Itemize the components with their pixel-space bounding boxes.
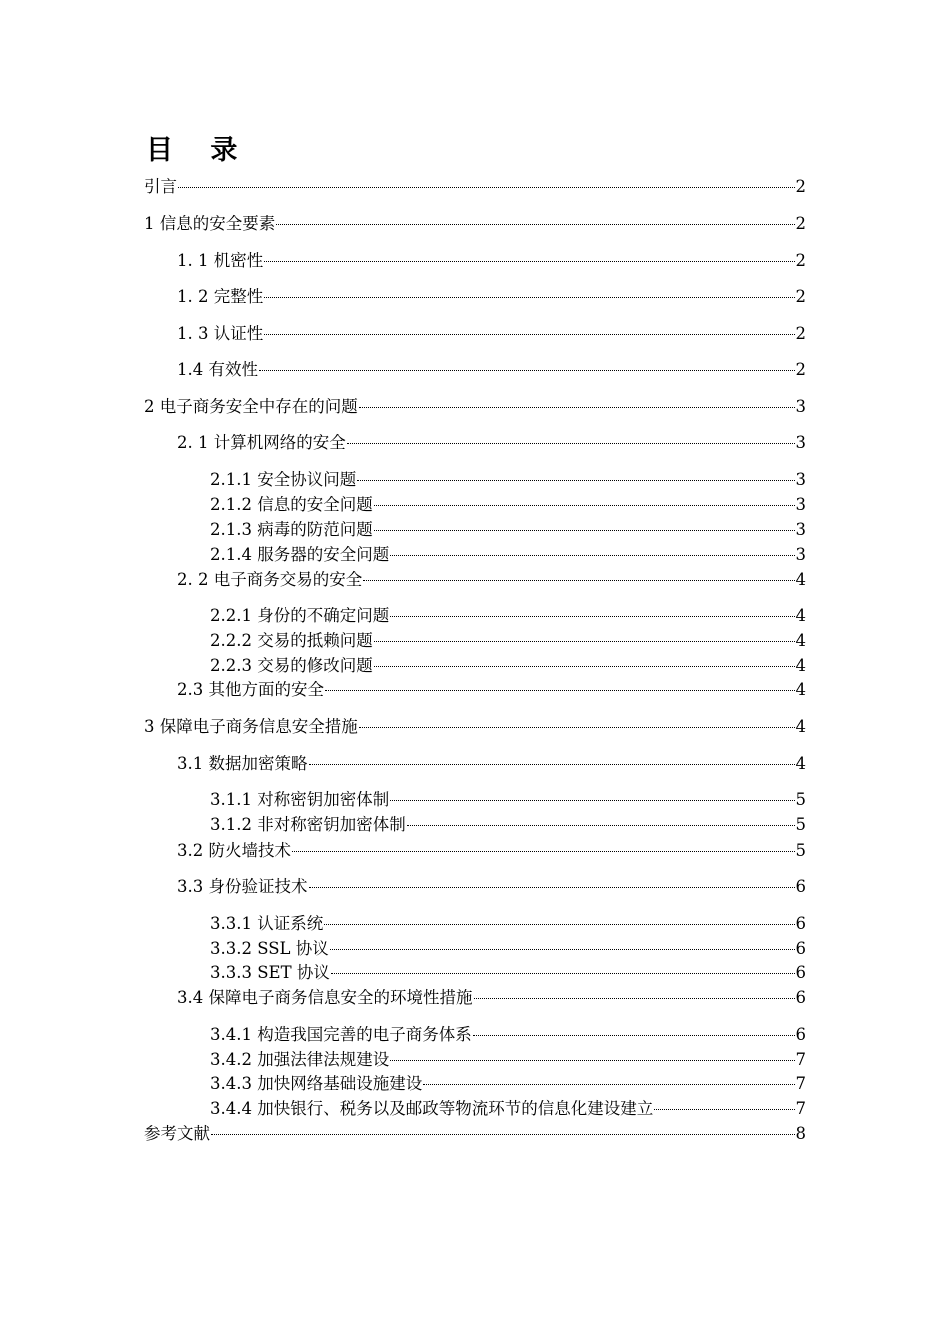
toc-leader (374, 530, 795, 531)
toc-entry-label: 1. 3 认证性 (177, 324, 264, 343)
toc-entry-page: 7 (795, 1050, 806, 1069)
toc-entry-page: 2 (795, 360, 806, 379)
toc-entry-references[interactable] (144, 1123, 806, 1145)
toc-entry-page: 6 (795, 939, 806, 958)
toc-entry-label: 2 电子商务安全中存在的问题 (144, 397, 358, 416)
toc-entry-1-2[interactable] (177, 286, 806, 308)
toc-entry-page: 3 (795, 495, 806, 514)
toc-entry-label: 2. 1 计算机网络的安全 (177, 433, 346, 452)
toc-leader (259, 370, 795, 371)
toc-entry-1-3[interactable] (177, 323, 806, 345)
toc-entry-label: 1. 2 完整性 (177, 287, 264, 306)
toc-entry-3-1-2[interactable] (210, 814, 806, 836)
toc-leader (374, 641, 795, 642)
toc-entry-label: 2.2.2 交易的抵赖问题 (210, 631, 373, 650)
toc-entry-3-1[interactable] (177, 753, 806, 775)
toc-leader (359, 407, 795, 408)
toc-leader (390, 1060, 794, 1061)
toc-entry-label: 参考文献 (144, 1124, 210, 1143)
toc-entry-label: 3.4.3 加快网络基础设施建设 (210, 1074, 423, 1093)
toc-entry-page: 2 (795, 324, 806, 343)
toc-entry-3-1-1[interactable] (210, 789, 806, 811)
toc-entry-2-2-3[interactable] (210, 655, 806, 677)
toc-entry-2-1-1[interactable] (210, 469, 806, 491)
toc-entry-label: 3.3.3 SET 协议 (210, 963, 330, 982)
toc-entry-3-4-3[interactable] (210, 1073, 806, 1095)
toc-entry-2-1-4[interactable] (210, 544, 806, 566)
toc-entry-label: 3.3.1 认证系统 (210, 914, 324, 933)
toc-leader (390, 800, 794, 801)
toc-entry-page: 2 (795, 251, 806, 270)
toc-leader (474, 998, 795, 999)
toc-leader (264, 297, 794, 298)
toc-entry-1-1[interactable] (177, 250, 806, 272)
toc-entry-page: 3 (795, 545, 806, 564)
toc-entry-page: 4 (795, 570, 806, 589)
toc-entry-page: 6 (795, 1025, 806, 1044)
toc-leader (292, 851, 795, 852)
toc-entry-1-4[interactable] (177, 359, 806, 381)
toc-leader (374, 505, 795, 506)
toc-entry-page: 3 (795, 433, 806, 452)
toc-entry-label: 1. 1 机密性 (177, 251, 264, 270)
toc-leader (211, 1134, 795, 1135)
toc-entry-label: 2.1.2 信息的安全问题 (210, 495, 373, 514)
toc-leader (276, 224, 794, 225)
toc-entry-2-1-2[interactable] (210, 494, 806, 516)
toc-leader (331, 973, 795, 974)
toc-leader (178, 187, 795, 188)
toc-title: 目 录 (146, 135, 252, 166)
toc-entry-3[interactable] (144, 716, 806, 738)
toc-entry-label: 2.1.1 安全协议问题 (210, 470, 357, 489)
toc-entry-label: 3.1.2 非对称密钥加密体制 (210, 815, 406, 834)
toc-entry-2-3[interactable] (177, 679, 806, 701)
toc-leader (363, 580, 794, 581)
toc-leader (309, 764, 795, 765)
toc-entry-page: 4 (795, 656, 806, 675)
toc-entry-label: 1.4 有效性 (177, 360, 258, 379)
toc-entry-page: 8 (795, 1124, 806, 1143)
toc-leader (309, 887, 795, 888)
toc-entry-page: 2 (795, 214, 806, 233)
toc-leader (347, 443, 795, 444)
toc-entry-page: 4 (795, 680, 806, 699)
toc-entry-label: 3.4 保障电子商务信息安全的环境性措施 (177, 988, 473, 1007)
toc-entry-page: 3 (795, 520, 806, 539)
toc-entry-label: 3.4.2 加强法律法规建设 (210, 1050, 390, 1069)
toc-leader (407, 825, 795, 826)
toc-entry-1[interactable] (144, 213, 806, 235)
toc-leader (390, 616, 794, 617)
toc-entry-2-1[interactable] (177, 432, 806, 454)
toc-entry-label: 1 信息的安全要素 (144, 214, 276, 233)
toc-entry-3-3-1[interactable] (210, 913, 806, 935)
toc-entry-label: 3 保障电子商务信息安全措施 (144, 717, 358, 736)
toc-leader (264, 334, 794, 335)
toc-entry-label: 3.4.4 加快银行、税务以及邮政等物流环节的信息化建设建立 (210, 1099, 654, 1118)
toc-entry-3-4-1[interactable] (210, 1024, 806, 1046)
toc-leader (330, 949, 795, 950)
toc-entry-label: 2.2.3 交易的修改问题 (210, 656, 373, 675)
toc-leader (423, 1084, 794, 1085)
toc-leader (325, 690, 795, 691)
toc-entry-page: 2 (795, 177, 806, 196)
toc-entry-label: 3.3 身份验证技术 (177, 877, 308, 896)
toc-entry-label: 2.2.1 身份的不确定问题 (210, 606, 390, 625)
toc-entry-page: 6 (795, 914, 806, 933)
toc-entry-2-2[interactable] (177, 569, 806, 591)
toc-entry-page: 2 (795, 287, 806, 306)
toc-entry-label: 3.2 防火墙技术 (177, 841, 291, 860)
toc-entry-2-2-2[interactable] (210, 630, 806, 652)
toc-entry-2-2-1[interactable] (210, 605, 806, 627)
toc-entry-page: 5 (795, 815, 806, 834)
toc-entry-page: 3 (795, 397, 806, 416)
toc-leader (390, 555, 794, 556)
toc-entry-3-4[interactable] (177, 987, 806, 1009)
toc-entry-label: 3.4.1 构造我国完善的电子商务体系 (210, 1025, 472, 1044)
toc-entry-label: 3.1.1 对称密钥加密体制 (210, 790, 390, 809)
toc-leader (654, 1109, 794, 1110)
toc-entry-page: 6 (795, 877, 806, 896)
toc-entry-page: 7 (795, 1099, 806, 1118)
toc-entry-3-3-3[interactable] (210, 962, 806, 984)
toc-entry-page: 6 (795, 988, 806, 1007)
toc-entry-page: 4 (795, 717, 806, 736)
toc-entry-label: 3.1 数据加密策略 (177, 754, 308, 773)
toc-entry-3-3[interactable] (177, 876, 806, 898)
toc-leader (374, 666, 795, 667)
toc-entry-3-3-2[interactable] (210, 938, 806, 960)
toc-entry-label: 3.3.2 SSL 协议 (210, 939, 329, 958)
toc-entry-page: 5 (795, 790, 806, 809)
toc-entry-label: 2.1.3 病毒的防范问题 (210, 520, 373, 539)
toc-entry-2-1-3[interactable] (210, 519, 806, 541)
toc-entry-3-4-4[interactable] (210, 1098, 806, 1120)
toc-entry-label: 2.3 其他方面的安全 (177, 680, 324, 699)
toc-entry-page: 4 (795, 631, 806, 650)
toc-entry-label: 引言 (144, 177, 177, 196)
toc-leader (473, 1035, 795, 1036)
toc-entry-page: 4 (795, 606, 806, 625)
toc-entry-3-2[interactable] (177, 840, 806, 862)
toc-entry-intro[interactable] (144, 176, 806, 198)
toc-entry-label: 2.1.4 服务器的安全问题 (210, 545, 390, 564)
toc-leader (264, 261, 794, 262)
toc-entry-3-4-2[interactable] (210, 1049, 806, 1071)
toc-entry-page: 6 (795, 963, 806, 982)
toc-entry-label: 2. 2 电子商务交易的安全 (177, 570, 363, 589)
toc-leader (357, 480, 794, 481)
toc-entry-page: 7 (795, 1074, 806, 1093)
toc-entry-2[interactable] (144, 396, 806, 418)
toc-entry-page: 4 (795, 754, 806, 773)
toc-leader (359, 727, 795, 728)
toc-leader (324, 924, 794, 925)
toc-entry-page: 3 (795, 470, 806, 489)
toc-entry-page: 5 (795, 841, 806, 860)
